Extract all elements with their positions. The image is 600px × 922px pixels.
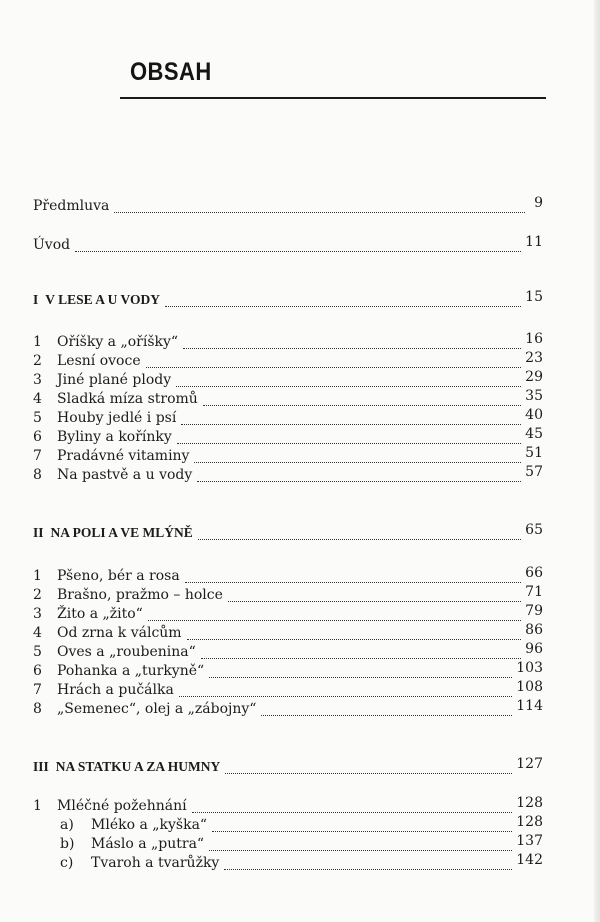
chapter-number: 5 xyxy=(33,644,42,660)
dot-leader xyxy=(114,212,525,213)
toc-page-number: 137 xyxy=(516,833,543,849)
subchapter-title: Máslo a „putra“ xyxy=(91,836,205,852)
toc-page-number: 51 xyxy=(525,445,543,461)
toc-page-number: 66 xyxy=(525,565,543,581)
chapter-number: 5 xyxy=(33,410,42,426)
dot-leader xyxy=(203,405,521,406)
chapter-title: Hrách a pučálka xyxy=(57,682,174,698)
toc-page-number: 142 xyxy=(516,852,543,868)
chapter-number: 7 xyxy=(33,682,42,698)
chapter-title: Jiné plané plody xyxy=(57,372,172,388)
dot-leader xyxy=(183,348,521,349)
toc-entry-predmluva xyxy=(33,196,543,216)
toc-chapter xyxy=(33,332,543,352)
toc-entry-label: Předmluva xyxy=(33,198,110,214)
toc-page-number: 79 xyxy=(525,603,543,619)
toc-page-number: 57 xyxy=(525,464,543,480)
chapter-number: 1 xyxy=(33,334,42,350)
dot-leader xyxy=(225,773,512,774)
toc-page-number: 108 xyxy=(516,679,543,695)
toc-page-number: 23 xyxy=(525,350,543,366)
part-title: NA STATKU A ZA HUMNY xyxy=(55,759,221,774)
chapter-number: 4 xyxy=(33,625,42,641)
toc-chapter xyxy=(33,604,543,624)
toc-chapter xyxy=(33,408,543,428)
dot-leader xyxy=(261,715,512,716)
toc-entry-uvod xyxy=(33,235,543,255)
subchapter-letter: c) xyxy=(60,855,74,871)
dot-leader xyxy=(194,462,521,463)
dot-leader xyxy=(148,620,521,621)
chapter-number: 3 xyxy=(33,606,42,622)
toc-chapter xyxy=(33,642,543,662)
chapter-number: 8 xyxy=(33,467,42,483)
chapter-number: 2 xyxy=(33,587,42,603)
chapter-title: Oves a „roubenina“ xyxy=(57,644,196,660)
toc-entry-label: Úvod xyxy=(33,237,71,253)
toc-page-number: 86 xyxy=(525,622,543,638)
toc-chapter xyxy=(33,389,543,409)
chapter-title: Žito a „žito“ xyxy=(57,606,143,622)
dot-leader xyxy=(179,696,512,697)
toc-page-number: 114 xyxy=(516,698,543,714)
toc-chapter xyxy=(33,623,543,643)
chapter-title: Byliny a kořínky xyxy=(57,429,172,445)
chapter-title: Na pastvě a u vody xyxy=(57,467,193,483)
toc-part-heading xyxy=(33,757,543,777)
chapter-title: Lesní ovoce xyxy=(57,353,141,369)
part-number: II xyxy=(33,525,44,540)
chapter-number: 1 xyxy=(33,568,42,584)
toc-part-heading xyxy=(33,290,543,310)
toc-page-number: 9 xyxy=(534,195,543,211)
toc-subchapter xyxy=(33,834,543,854)
chapter-number: 8 xyxy=(33,701,42,717)
dot-leader xyxy=(176,386,521,387)
chapter-title: Od zrna k válcům xyxy=(57,625,182,641)
dot-leader xyxy=(209,677,512,678)
dot-leader xyxy=(212,831,512,832)
part-title: NA POLI A VE MLÝNĚ xyxy=(50,525,193,540)
toc-chapter xyxy=(33,465,543,485)
toc-chapter xyxy=(33,796,543,816)
toc-page-number: 45 xyxy=(525,426,543,442)
toc-chapter xyxy=(33,566,543,586)
page-title: OBSAH xyxy=(130,58,212,86)
subchapter-letter: a) xyxy=(60,817,74,833)
subchapter-title: Tvaroh a tvarůžky xyxy=(91,855,220,871)
toc-page-number: 16 xyxy=(525,331,543,347)
dot-leader xyxy=(201,658,521,659)
toc-page-number: 15 xyxy=(525,289,543,305)
dot-leader xyxy=(165,306,521,307)
dot-leader xyxy=(228,601,521,602)
subchapter-letter: b) xyxy=(60,836,75,852)
dot-leader xyxy=(75,251,521,252)
toc-page-number: 35 xyxy=(525,388,543,404)
dot-leader xyxy=(197,481,521,482)
part-number: III xyxy=(33,759,49,774)
toc-subchapter xyxy=(33,815,543,835)
toc-chapter xyxy=(33,680,543,700)
toc-page-number: 71 xyxy=(525,584,543,600)
chapter-number: 1 xyxy=(33,798,42,814)
toc-chapter xyxy=(33,585,543,605)
part-title: V LESE A U VODY xyxy=(45,292,161,307)
chapter-title: Mléčné požehnání xyxy=(57,798,187,814)
chapter-title: Pšeno, bér a rosa xyxy=(57,568,180,584)
chapter-number: 6 xyxy=(33,429,42,445)
dot-leader xyxy=(209,850,512,851)
part-number: I xyxy=(33,292,39,307)
toc-chapter xyxy=(33,446,543,466)
toc-chapter xyxy=(33,699,543,719)
dot-leader xyxy=(177,443,521,444)
toc-subchapter xyxy=(33,853,543,873)
chapter-title: Houby jedlé i psí xyxy=(57,410,177,426)
dot-leader xyxy=(181,424,521,425)
chapter-number: 4 xyxy=(33,391,42,407)
toc-page-number: 65 xyxy=(525,522,543,538)
chapter-title: „Semenec“, olej a „zábojny“ xyxy=(57,701,257,717)
toc-part-heading xyxy=(33,523,543,543)
chapter-number: 2 xyxy=(33,353,42,369)
toc-chapter xyxy=(33,427,543,447)
toc-page-number: 128 xyxy=(516,814,543,830)
chapter-number: 3 xyxy=(33,372,42,388)
toc-chapter xyxy=(33,351,543,371)
title-rule xyxy=(120,97,546,99)
dot-leader xyxy=(185,582,521,583)
subchapter-title: Mléko a „kyška“ xyxy=(91,817,208,833)
toc-page-number: 96 xyxy=(525,641,543,657)
page-edge xyxy=(594,0,600,922)
chapter-title: Brašno, pražmo – holce xyxy=(57,587,223,603)
chapter-title: Oříšky a „oříšky“ xyxy=(57,334,179,350)
toc-page-number: 103 xyxy=(516,660,543,676)
chapter-title: Pradávné vitaminy xyxy=(57,448,190,464)
dot-leader xyxy=(224,869,512,870)
toc-page-number: 128 xyxy=(516,795,543,811)
toc-page-number: 11 xyxy=(525,234,543,250)
toc-page-number: 40 xyxy=(525,407,543,423)
dot-leader xyxy=(192,812,513,813)
toc-chapter xyxy=(33,661,543,681)
dot-leader xyxy=(198,539,521,540)
toc-chapter xyxy=(33,370,543,390)
toc-page-number: 29 xyxy=(525,369,543,385)
chapter-title: Pohanka a „turkyně“ xyxy=(57,663,205,679)
chapter-number: 7 xyxy=(33,448,42,464)
dot-leader xyxy=(187,639,522,640)
dot-leader xyxy=(146,367,522,368)
toc-page-number: 127 xyxy=(516,756,543,772)
chapter-title: Sladká míza stromů xyxy=(57,391,198,407)
chapter-number: 6 xyxy=(33,663,42,679)
